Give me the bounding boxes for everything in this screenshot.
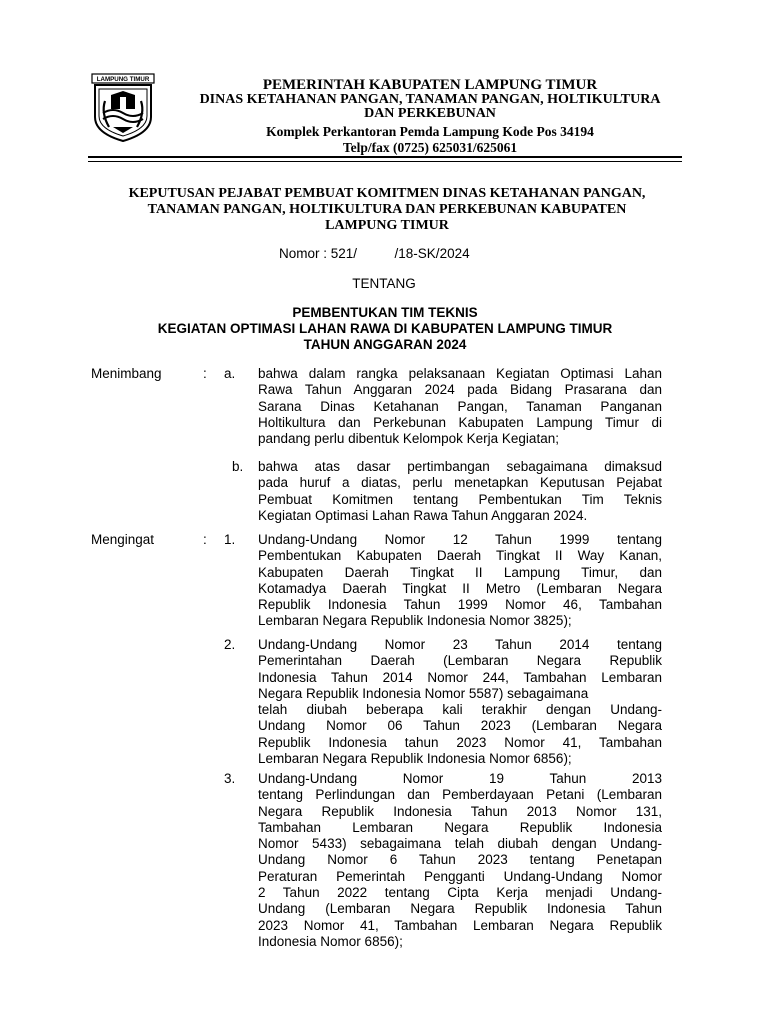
letterhead-phone: Telp/fax (0725) 625031/625061 bbox=[342, 140, 518, 155]
lampung-timur-logo bbox=[91, 73, 155, 143]
tentang-heading: TENTANG bbox=[352, 276, 416, 291]
letterhead-address: Komplek Perkantoran Pemda Lampung Kode Pos 34194 bbox=[266, 124, 594, 139]
menimbang-colon: : bbox=[203, 366, 207, 381]
item-marker: a. bbox=[224, 366, 236, 381]
document-number: Nomor : 521/ /18-SK/2024 bbox=[279, 246, 470, 261]
mengingat-label: Mengingat bbox=[91, 532, 155, 547]
letterhead-government: PEMERINTAH KABUPATEN LAMPUNG TIMUR bbox=[262, 77, 598, 93]
decision-title: KEPUTUSAN PEJABAT PEMBUAT KOMITMEN DINAS KETAHANAN PANGAN, TANAMAN PANGAN, HOLTIKULTURA DAN PERKEBUNAN KABUPATEN LAMPUNG TIMUR bbox=[128, 186, 646, 233]
menimbang-item-a: bahwa dalam rangka pelaksanaan Kegiatan Optimasi Lahan Rawa Tahun Anggaran 2024 pada Bidang Prasarana dan Sarana Dinas Ketahanan Pangan, Tanaman Panganan Holtikultura dan Perkebunan Kabupaten Lampung Timur di pandang perlu dibentuk Kelompok Kerja Kegiatan; bbox=[258, 366, 662, 447]
menimbang-item-b: bahwa atas dasar pertimbangan sebagaimana dimaksud pada huruf a diatas, perlu menetapkan Keputusan Pejabat Pembuat Komitmen tentang Pembentukan Tim Teknis Kegiatan Optimasi Lahan Rawa Tahun Anggaran 2024. bbox=[258, 459, 662, 523]
mengingat-item-1: Undang-Undang Nomor 12 Tahun 1999 tentang Pembentukan Kabupaten Daerah Tingkat II Way Kanan, Kabupaten Daerah Tingkat II Lampung Timur, dan Kotamadya Daerah Tingkat II Metro (Lembaran Negara Republik Indonesia Tahun 1999 Nomor 46, Tambahan Lembaran Negara Republik Indonesia Nomor 3825); bbox=[258, 532, 662, 629]
letterhead-divider-thin bbox=[88, 161, 682, 162]
item-marker: 1. bbox=[224, 532, 236, 547]
letterhead-agency-cont: DAN PERKEBUNAN bbox=[364, 106, 496, 121]
item-marker: 2. bbox=[224, 637, 236, 652]
mengingat-item-3: Undang-Undang Nomor 19 Tahun 2013 tentang Perlindungan dan Pemberdayaan Petani (Lembaran Negara Republik Indonesia Tahun 2013 Nomor 131, Tambahan Lembaran Negara Republik Indonesia Nomor 5433) sebagaimana telah diubah dengan Undang- Undang Nomor 6 Tahun 2023 tentang Penetapan Peraturan Pemerintah Pengganti Undang-Undang Nomor 2 Tahun 2022 tentang Cipta Kerja menjadi Undang- Undang (Lembaran Negara Republik Indonesia Tahun 2023 Nomor 41, Tambahan Lembaran Negara Republik Indonesia Nomor 6856); bbox=[258, 771, 662, 949]
svg-text:LAMPUNG TIMUR: LAMPUNG TIMUR bbox=[96, 76, 150, 83]
menimbang-label: Menimbang bbox=[91, 366, 162, 381]
item-marker: 3. bbox=[224, 771, 236, 786]
letterhead-divider-thick bbox=[88, 156, 682, 158]
letterhead-agency: DINAS KETAHANAN PANGAN, TANAMAN PANGAN, HOLTIKULTURA bbox=[199, 92, 661, 107]
subject-title: PEMBENTUKAN TIM TEKNIS KEGIATAN OPTIMASI LAHAN RAWA DI KABUPATEN LAMPUNG TIMUR TAHUN ANGGARAN 2024 bbox=[157, 305, 613, 352]
letterhead bbox=[160, 77, 700, 156]
mengingat-item-2: Undang-Undang Nomor 23 Tahun 2014 tentang Pemerintahan Daerah (Lembaran Negara Republik Indonesia Tahun 2014 Nomor 244, Tambahan Lembaran Negara Republik Indonesia Nomor 5587) sebagaimana telah diubah beberapa kali terakhir dengan Undang- Undang Nomor 06 Tahun 2023 (Lembaran Negara Republik Indonesia tahun 2023 Nomor 41, Tambahan Lembaran Negara Republik Indonesia Nomor 6856); bbox=[258, 637, 662, 767]
mengingat-colon: : bbox=[203, 532, 207, 547]
item-marker: b. bbox=[232, 459, 244, 474]
